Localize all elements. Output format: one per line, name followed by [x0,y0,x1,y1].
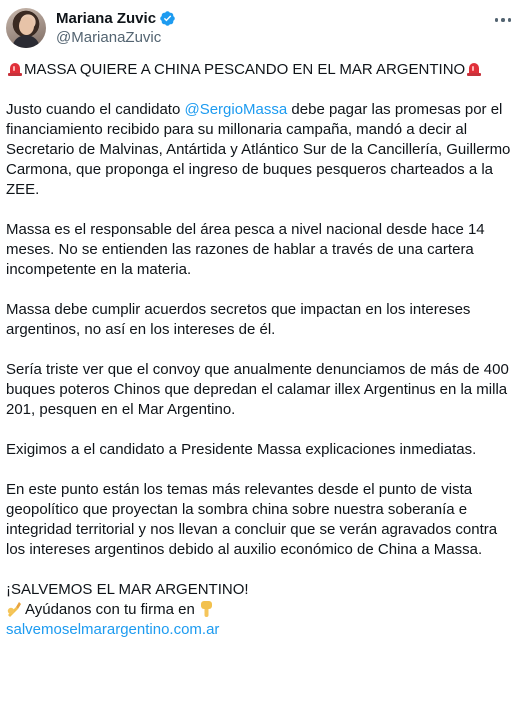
paragraph-4: Sería triste ver que el convoy que anualmente denunciamos de más de 400 buques poteros Chinos que depredan el calamar illex Argentinus en la milla 201, pesquen en el Mar Argentino. [6,361,509,418]
writing-hand-icon [6,600,23,617]
more-dot [501,18,505,22]
avatar[interactable] [6,8,46,48]
more-options-icon[interactable] [491,10,515,30]
paragraph-3: Massa debe cumplir acuerdos secretos que impactan en los intereses argentinos, no así en los intereses de él. [6,301,471,338]
paragraph-1 [6,100,511,200]
tweet-title [6,60,511,80]
paragraph-1-after: debe pagar las promesas por el financiamiento recibido para su millonaria campaña, mandó a decir al Secretario de Malvinas, Antártida y Atlántico Sur de la Cancillería, Guillermo Carmona, que proponga el ingreso de buques pesqueros charteados a la ZEE. [6,101,511,198]
name-row [56,9,176,28]
more-dot [508,18,512,22]
tweet-header [6,0,521,58]
paragraph-5: Exigimos a el candidato a Presidente Massa explicaciones inmediatas. [6,441,477,458]
police-light-icon [466,61,482,76]
author-handle[interactable]: @MarianaZuvic [56,29,162,46]
paragraph-1-before: Justo cuando el candidato [6,101,185,118]
sign-text: Ayúdanos con tu firma en [25,601,195,618]
verified-badge-icon [159,10,176,27]
more-dot [495,18,499,22]
police-light-icon [7,61,23,76]
closing-line: ¡SALVEMOS EL MAR ARGENTINO! [6,581,249,598]
petition-link[interactable]: salvemoselmarargentino.com.ar [6,621,220,638]
avatar-shoulders [12,35,40,48]
backhand-index-pointing-down-icon [198,600,215,617]
tweet-title-text: MASSA QUIERE A CHINA PESCANDO EN EL MAR ARGENTINO [24,61,466,78]
tweet-text [6,60,521,640]
author-names [56,9,176,47]
mention-link[interactable]: @SergioMassa [184,101,288,118]
sign-line [6,600,511,620]
avatar-face [19,17,34,35]
paragraph-2: Massa es el responsable del área pesca a nivel nacional desde hace 14 meses. No se entienden las razones de hablar a través de una cartera incompetente en la materia. [6,221,485,278]
closing-block [6,580,511,640]
paragraph-6: En este punto están los temas más relevantes desde el punto de vista geopolítico que proyectan la sombra china sobre nuestra soberanía e integridad territorial y nos llevan a concluir que se verán agravados contra los intereses argentinos debido al auxilio económico de China a Massa. [6,481,498,558]
author-display-name[interactable]: Mariana Zuvic [56,10,157,27]
